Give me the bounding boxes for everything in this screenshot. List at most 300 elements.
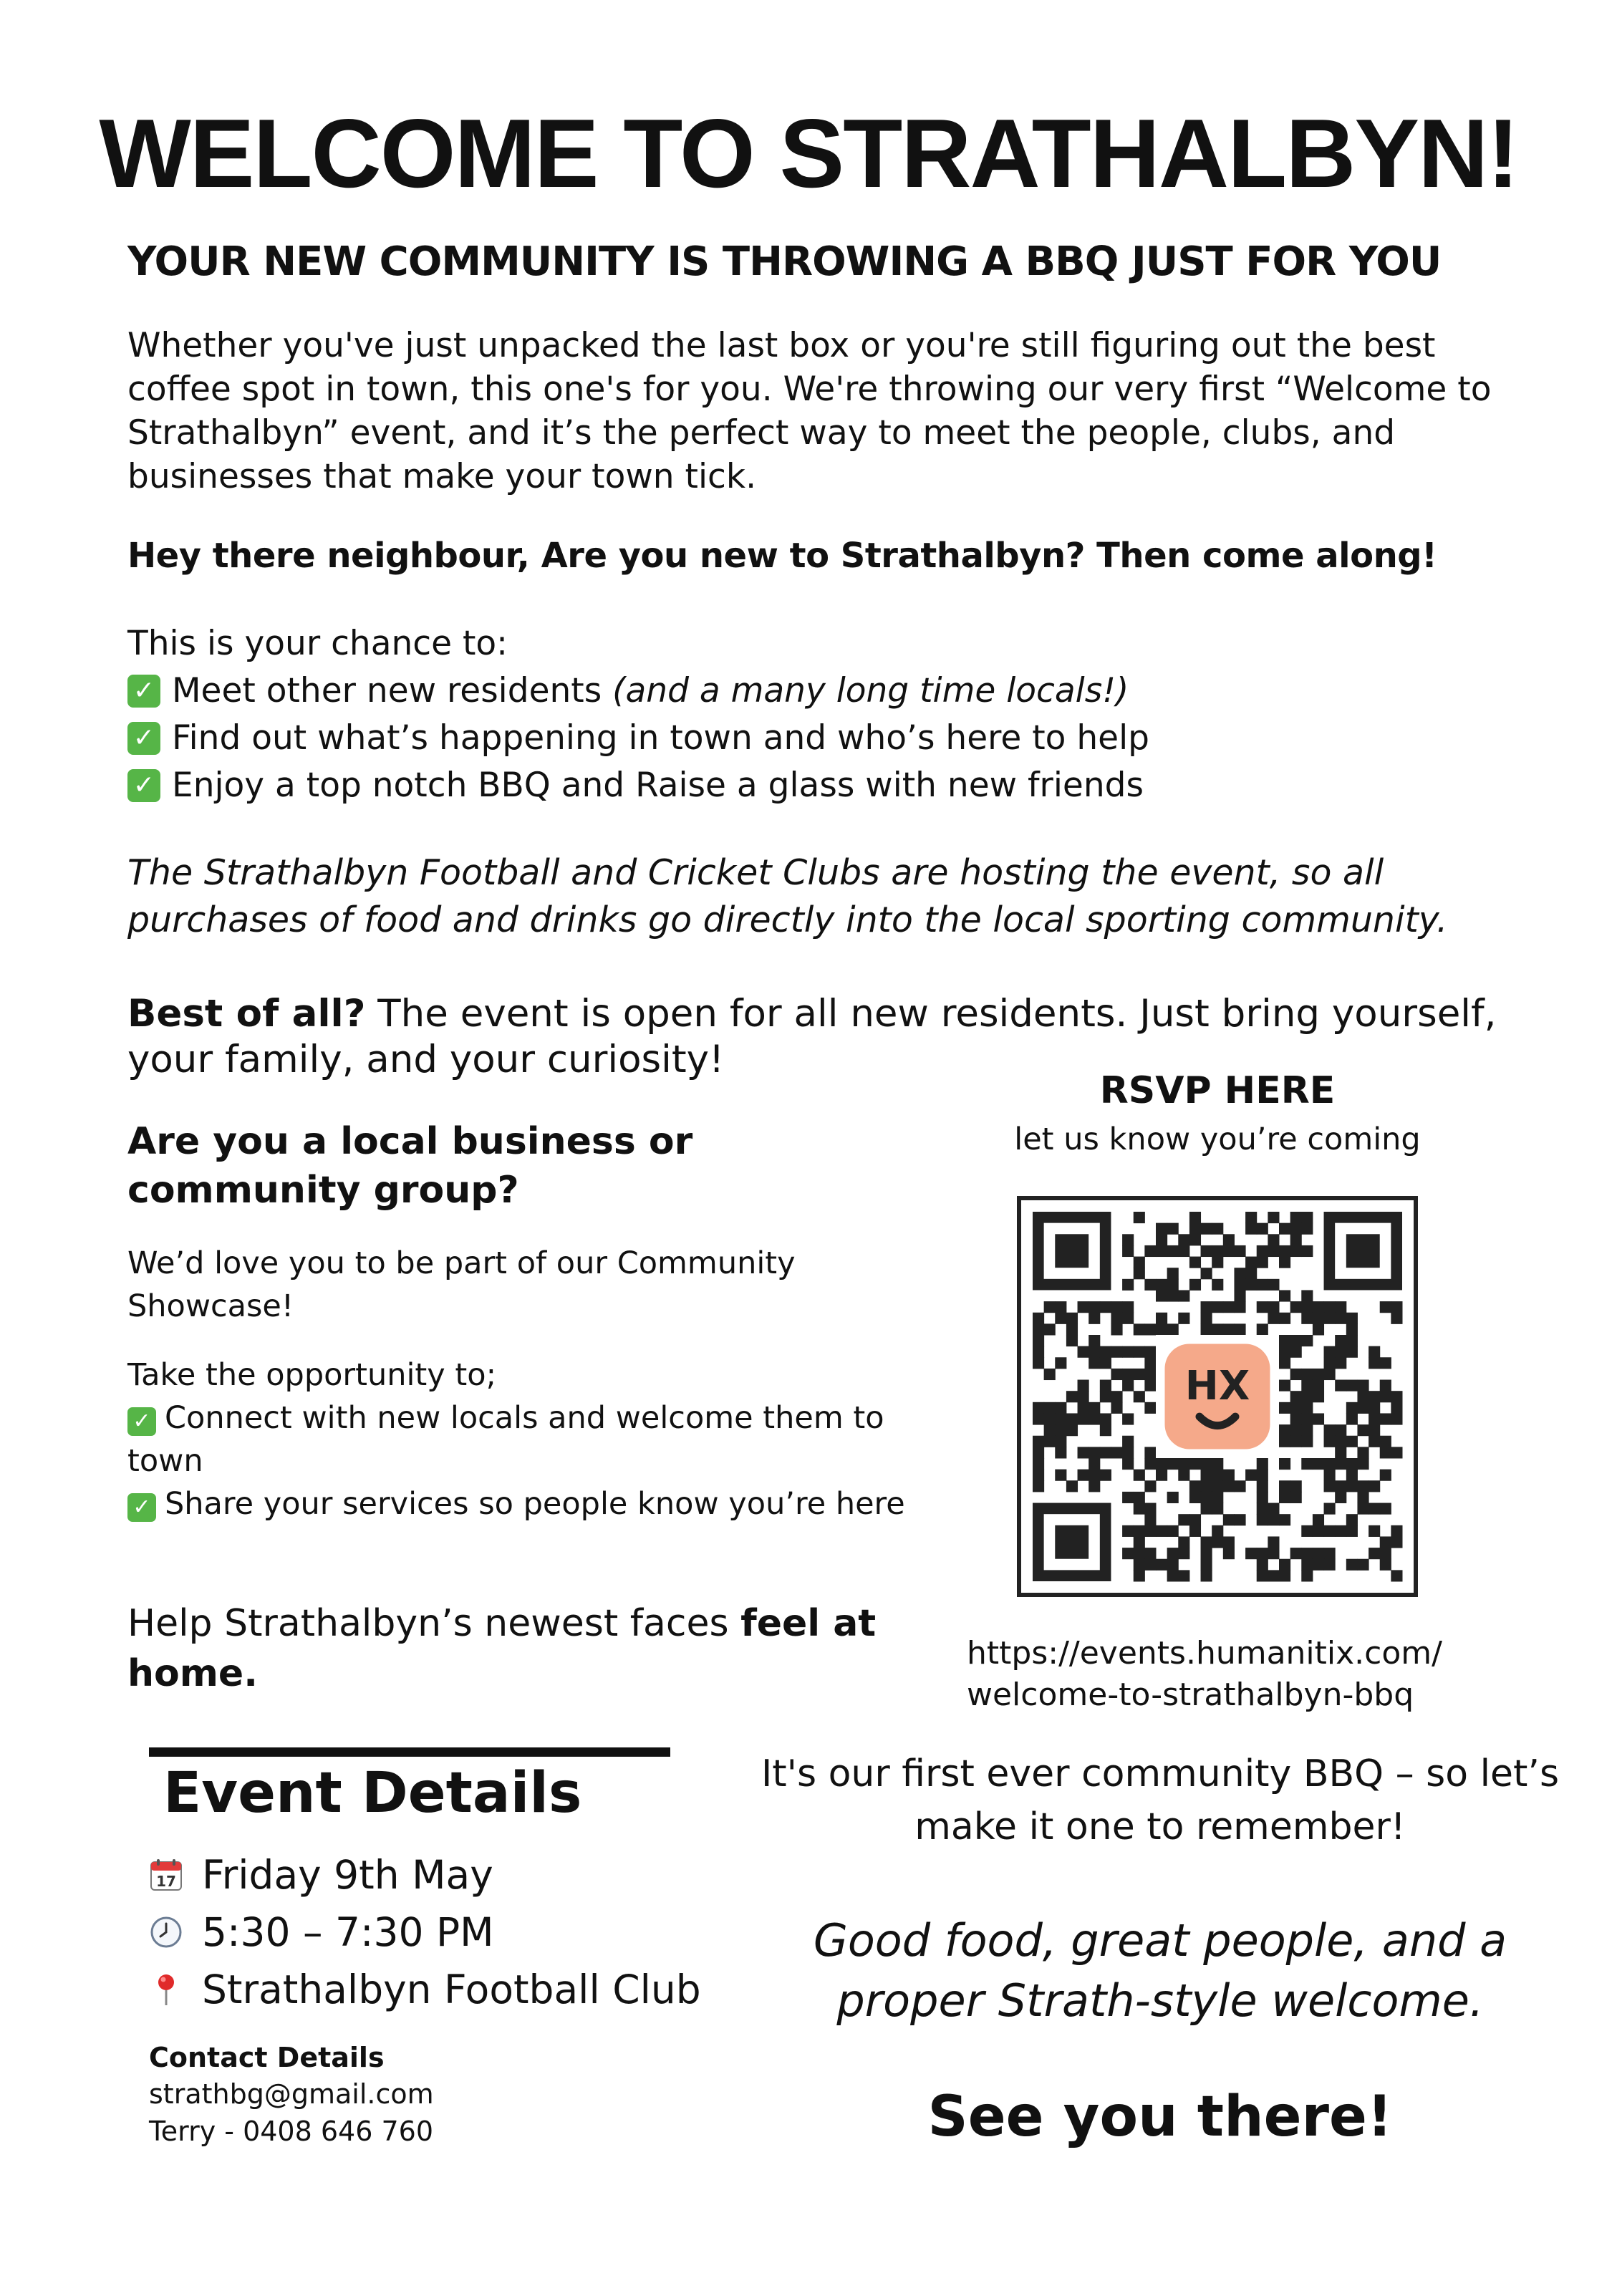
qr-module [1313,1525,1324,1537]
chance-item-text: Enjoy a top notch BBQ and Raise a glass with new friends [172,766,1144,805]
qr-module [1279,1380,1290,1391]
qr-module [1122,1245,1134,1257]
qr-module [1167,1223,1179,1235]
qr-module [1301,1301,1313,1313]
qr-module [1134,1548,1145,1559]
qr-module [1346,1480,1358,1492]
qr-module [1257,1514,1268,1525]
qr-module [1335,1346,1346,1358]
qr-module [1391,1570,1402,1581]
qr-module [1223,1536,1235,1548]
chance-list [127,620,1488,809]
qr-module [1357,1402,1369,1414]
qr-module [1156,1525,1167,1537]
check-mark-icon: ✓ [127,769,160,802]
qr-module [1134,1503,1145,1515]
qr-module [1089,1346,1100,1358]
qr-module [1257,1503,1268,1515]
qr-module [1357,1559,1369,1571]
svg-text:17: 17 [156,1873,176,1890]
qr-module [1201,1223,1212,1235]
qr-module [1234,1290,1245,1301]
list-item [127,667,1488,715]
qr-module [1369,1424,1380,1436]
opportunity-lead: Take the opportunity to; [127,1357,497,1393]
qr-module [1335,1492,1346,1503]
qr-module [1156,1559,1167,1571]
qr-module [1044,1436,1056,1447]
qr-module [1033,1346,1044,1358]
qr-module [1380,1436,1391,1447]
qr-module [1279,1514,1290,1525]
qr-module [1245,1223,1257,1235]
qr-module [1156,1234,1167,1245]
qr-module [1324,1346,1336,1358]
qr-module [1245,1212,1257,1223]
qr-module [1066,1313,1078,1324]
qr-module [1189,1480,1201,1492]
qr-module [1066,1480,1078,1492]
qr-module [1223,1514,1235,1525]
qr-module [1134,1570,1145,1581]
qr-module [1100,1470,1111,1481]
qr-module [1100,1413,1111,1424]
qr-module [1212,1301,1223,1313]
qr-module [1313,1559,1324,1571]
qr-module [1100,1301,1111,1313]
chance-item-text: Find out what’s happening in town and who’s here to help [172,718,1149,758]
qr-module [1178,1470,1189,1481]
qr-module [1201,1301,1212,1313]
qr-module [1089,1357,1100,1369]
list-item [127,1397,937,1482]
qr-module [1144,1514,1156,1525]
qr-module [1313,1413,1324,1424]
list-item [127,762,1488,809]
qr-module [1279,1290,1290,1301]
qr-module [1189,1223,1201,1235]
qr-module [1189,1514,1201,1525]
qr-module [1167,1458,1179,1470]
qr-module [1212,1245,1223,1257]
qr-module [1055,1357,1066,1369]
qr-module [1223,1480,1235,1492]
qr-module [1301,1548,1313,1559]
qr-module [1167,1268,1179,1279]
qr-module [1189,1257,1201,1268]
qr-module [1380,1357,1391,1369]
qr-module [1257,1480,1268,1492]
qr-module [1324,1480,1336,1492]
qr-module [1033,1436,1044,1447]
qr-module [1044,1323,1056,1335]
qr-module [1290,1369,1302,1380]
qr-module [1078,1413,1089,1424]
rsvp-url-link[interactable]: https://events.humanitix.com/ welcome-to-strathalbyn-bbq [967,1635,1442,1713]
qr-module [1234,1245,1245,1257]
qr-module [1257,1257,1268,1268]
page-subtitle: YOUR NEW COMMUNITY IS THROWING A BBQ JUST FOR YOU [127,238,1442,285]
qr-module [1212,1279,1223,1291]
qr-module [1223,1301,1235,1313]
clock-icon [149,1915,183,1949]
event-location-row [149,1961,722,2018]
qr-module [1100,1357,1111,1369]
qr-module [1268,1548,1279,1559]
qr-module [1033,1458,1044,1470]
qr-module [1268,1234,1279,1245]
qr-module [1167,1290,1179,1301]
qr-module [1122,1369,1134,1380]
qr-module [1144,1447,1156,1458]
contact-phone[interactable]: Terry - 0408 646 760 [149,2116,433,2147]
qr-module [1346,1458,1358,1470]
rsvp-title: RSVP HERE [1099,1069,1336,1112]
qr-module [1189,1492,1201,1503]
qr-module [1268,1536,1279,1548]
qr-module [1078,1402,1089,1414]
qr-module [1134,1559,1145,1571]
qr-module [1144,1279,1156,1291]
qr-module [1066,1335,1078,1346]
qr-module [1301,1436,1313,1447]
qr-module [1089,1470,1100,1481]
qr-module [1078,1380,1089,1391]
qr-module [1033,1313,1044,1324]
qr-module [1144,1357,1156,1369]
qr-module [1369,1480,1380,1492]
qr-module [1189,1234,1201,1245]
qr-module [1313,1548,1324,1559]
qr-module [1391,1447,1402,1458]
qr-module [1257,1245,1268,1257]
qr-module [1044,1301,1056,1313]
qr-module [1122,1413,1134,1424]
qr-module [1290,1212,1302,1223]
qr-module [1380,1413,1391,1424]
qr-module [1111,1301,1122,1313]
qr-module [1268,1514,1279,1525]
qr-module [1335,1525,1346,1537]
qr-module [1301,1424,1313,1436]
qr-module [1301,1402,1313,1414]
map-pin-icon [149,1972,183,2007]
qr-module [1144,1346,1156,1358]
check-mark-icon: ✓ [127,722,160,755]
qr-module [1380,1548,1391,1559]
qr-module [1111,1346,1122,1358]
qr-module [1212,1480,1223,1492]
qr-module [1279,1335,1290,1346]
qr-module [1301,1335,1313,1346]
qr-module [1290,1346,1302,1358]
qr-module [1324,1369,1336,1380]
qr-module [1290,1223,1302,1235]
qr-module [1380,1391,1391,1402]
qr-module [1279,1458,1290,1470]
qr-module [1144,1559,1156,1571]
qr-module [1178,1570,1189,1581]
qr-module [1324,1458,1336,1470]
qr-module [1234,1323,1245,1335]
qr-module [1301,1391,1313,1402]
qr-module [1089,1402,1100,1414]
qr-module [1301,1313,1313,1324]
qr-module [1055,1436,1066,1447]
event-time: 5:30 – 7:30 PM [202,1909,494,1955]
chance-lead: This is your chance to: [127,624,508,663]
qr-finder [1055,1525,1089,1559]
qr-module [1234,1301,1245,1313]
help-line-text: Help Strathalbyn’s newest faces [127,1602,741,1645]
qr-module [1290,1234,1302,1245]
contact-heading: Contact Details [149,2042,385,2073]
qr-module [1212,1257,1223,1268]
qr-module [1134,1525,1145,1537]
qr-module [1044,1402,1056,1414]
qr-module [1301,1223,1313,1235]
qr-module [1335,1436,1346,1447]
qr-module [1279,1424,1290,1436]
qr-module [1111,1313,1122,1324]
event-date: Friday 9th May [202,1852,493,1898]
qr-module [1290,1424,1302,1436]
qr-module [1201,1313,1212,1324]
qr-module [1391,1525,1402,1537]
qr-module [1212,1470,1223,1481]
calendar-icon [149,1858,183,1892]
qr-module [1279,1245,1290,1257]
qr-module [1357,1424,1369,1436]
qr-module [1156,1245,1167,1257]
qr-module [1234,1279,1245,1291]
qr-module [1167,1525,1179,1537]
qr-module [1357,1458,1369,1470]
list-item [127,1482,937,1525]
qr-module [1391,1413,1402,1424]
check-mark-icon: ✓ [127,1493,156,1522]
qr-module [1122,1548,1134,1559]
qr-module [1391,1301,1402,1313]
qr-module [1078,1447,1089,1458]
qr-module [1279,1559,1290,1571]
qr-module [1245,1548,1257,1559]
qr-module [1201,1470,1212,1481]
qr-module [1290,1402,1302,1414]
qr-module [1279,1436,1290,1447]
qr-module [1268,1212,1279,1223]
qr-module [1178,1313,1189,1324]
qr-module [1301,1369,1313,1380]
qr-module [1301,1559,1313,1571]
qr-module [1301,1380,1313,1391]
qr-module [1391,1536,1402,1548]
qr-module [1313,1301,1324,1313]
qr-module [1223,1470,1235,1481]
qr-module [1167,1492,1179,1503]
qr-module [1100,1447,1111,1458]
qr-module [1324,1424,1336,1436]
qr-module [1189,1279,1201,1291]
qr-module [1391,1391,1402,1402]
qr-module [1313,1369,1324,1380]
qr-module [1279,1346,1290,1358]
qr-module [1346,1380,1358,1391]
qr-module [1033,1470,1044,1481]
qr-module [1257,1279,1268,1291]
qr-module [1089,1447,1100,1458]
qr-module [1335,1480,1346,1492]
qr-module [1369,1413,1380,1424]
humanitix-logo-text: HX [1184,1363,1250,1409]
qr-module [1335,1357,1346,1369]
first-bbq-text: It's our first ever community BBQ – so let’s make it one to remember! [761,1752,1560,1848]
qr-module [1144,1480,1156,1492]
qr-module [1100,1391,1111,1402]
rsvp-qr-code[interactable] [1017,1196,1418,1597]
qr-module [1369,1503,1380,1515]
chance-item-italic: (and a many long time locals!) [612,671,1129,710]
qr-module [1257,1548,1268,1559]
qr-module [1156,1470,1167,1481]
qr-module [1357,1492,1369,1503]
qr-module [1134,1492,1145,1503]
qr-module [1301,1413,1313,1424]
qr-module [1290,1548,1302,1559]
qr-module [1290,1335,1302,1346]
qr-module [1055,1447,1066,1458]
qr-module [1066,1323,1078,1335]
qr-module [1380,1559,1391,1571]
qr-module [1122,1279,1134,1291]
event-details-list [149,1846,722,2018]
help-line [127,1598,915,1699]
qr-module [1268,1245,1279,1257]
qr-module [1089,1458,1100,1470]
qr-module [1324,1525,1336,1537]
qr-module [1346,1436,1358,1447]
event-location: Strathalbyn Football Club [202,1967,701,2012]
qr-module [1189,1458,1201,1470]
opportunity-list [127,1354,937,1525]
qr-module [1044,1369,1056,1380]
qr-module [1290,1436,1302,1447]
qr-module [1369,1436,1380,1447]
qr-module [1301,1570,1313,1581]
qr-module [1144,1369,1156,1380]
qr-module [1134,1212,1145,1223]
qr-module [1167,1548,1179,1559]
event-divider [149,1747,670,1757]
qr-module [1144,1525,1156,1537]
qr-module [1257,1492,1268,1503]
qr-module [1346,1514,1358,1525]
qr-module [1201,1503,1212,1515]
qr-module [1245,1257,1257,1268]
contact-email[interactable]: strathbg@gmail.com [149,2078,434,2110]
qr-module [1346,1559,1358,1571]
qr-module [1156,1313,1167,1324]
qr-module [1122,1301,1134,1313]
qr-module [1156,1323,1167,1335]
qr-module [1122,1313,1134,1324]
qr-module [1324,1313,1336,1324]
qr-module [1134,1268,1145,1279]
qr-module [1078,1391,1089,1402]
qr-module [1167,1570,1179,1581]
qr-module [1212,1492,1223,1503]
qr-module [1212,1503,1223,1515]
qr-module [1369,1525,1380,1537]
qr-module [1380,1301,1391,1313]
qr-module [1134,1346,1145,1358]
event-date-row [149,1846,722,1904]
qr-module [1357,1380,1369,1391]
qr-module [1167,1279,1179,1291]
qr-module [1369,1391,1380,1402]
qr-module [1122,1346,1134,1358]
qr-module [1257,1323,1268,1335]
qr-module [1178,1514,1189,1525]
qr-module [1268,1503,1279,1515]
qr-module [1201,1480,1212,1492]
qr-module [1178,1290,1189,1301]
qr-module [1268,1570,1279,1581]
qr-module [1033,1447,1044,1458]
qr-module [1111,1323,1122,1335]
qr-module [1245,1268,1257,1279]
qr-module [1391,1402,1402,1414]
qr-module [1257,1458,1268,1470]
qr-module [1044,1424,1056,1436]
qr-code-icon [1021,1200,1414,1593]
qr-module [1324,1470,1336,1481]
qr-module [1290,1245,1302,1257]
qr-module [1301,1290,1313,1301]
page-title: WELCOME TO STRATHALBYN! [99,99,1518,208]
qr-module [1301,1245,1313,1257]
qr-module [1313,1514,1324,1525]
qr-module [1134,1369,1145,1380]
showcase-text: We’d love you to be part of our Community Showcase! [127,1245,796,1324]
qr-module [1324,1548,1336,1559]
qr-module [1212,1223,1223,1235]
qr-module [1033,1402,1044,1414]
qr-module [1212,1536,1223,1548]
chance-item-text: Meet other new residents [172,671,613,710]
qr-module [1301,1525,1313,1537]
qr-module [1313,1313,1324,1324]
qr-module [1290,1413,1302,1424]
qr-module [1066,1391,1078,1402]
qr-module [1234,1480,1245,1492]
qr-module [1144,1548,1156,1559]
qr-module [1369,1402,1380,1414]
qr-module [1257,1301,1268,1313]
qr-module [1201,1268,1212,1279]
qr-module [1346,1335,1358,1346]
qr-module [1122,1525,1134,1537]
qr-module [1324,1559,1336,1571]
qr-module [1156,1223,1167,1235]
qr-module [1134,1536,1145,1548]
qr-module [1122,1380,1134,1391]
qr-module [1055,1313,1066,1324]
qr-module [1290,1301,1302,1313]
qr-module [1201,1492,1212,1503]
qr-module [1223,1245,1235,1257]
qr-module [1144,1503,1156,1515]
